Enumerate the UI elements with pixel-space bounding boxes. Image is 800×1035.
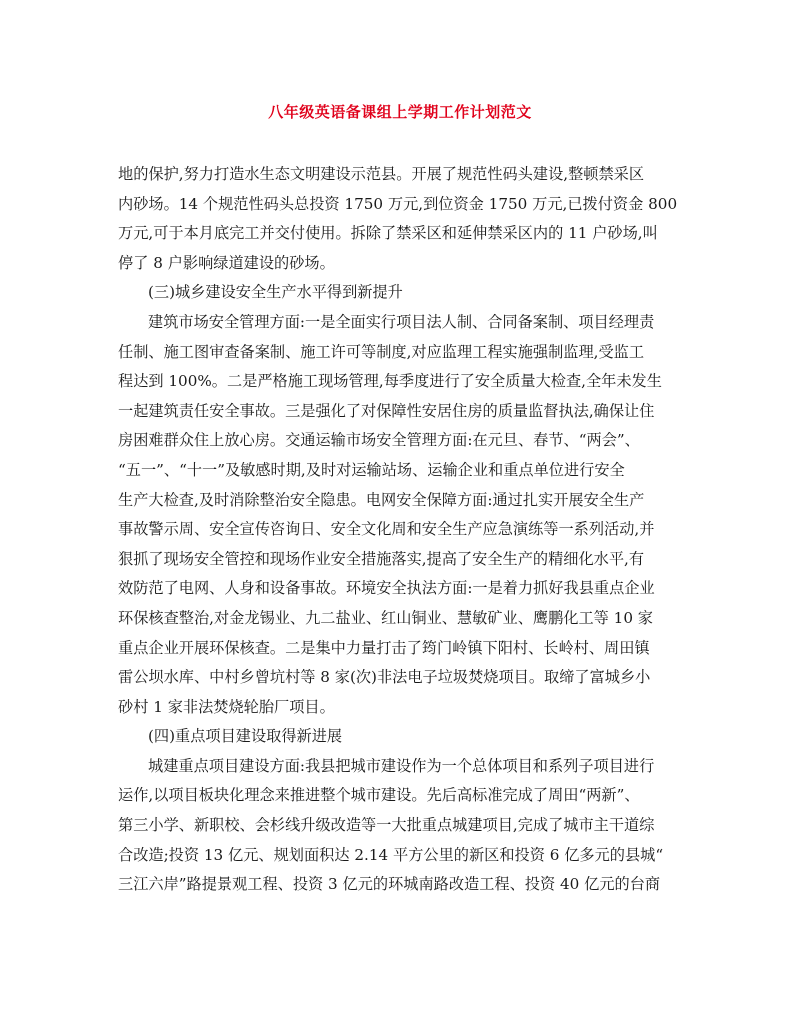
body-line: (四)重点项目建设取得新进展 bbox=[148, 727, 343, 746]
body-line: (三)城乡建设安全生产水平得到新提升 bbox=[148, 283, 403, 302]
body-line: 内砂场。14 个规范性码头总投资 1750 万元,到位资金 1750 万元,已拨付资金 800 bbox=[118, 194, 678, 213]
body-line: 程达到 100%。二是严格施工现场管理,每季度进行了安全质量大检查,全年未发生 bbox=[118, 372, 662, 391]
body-line: 生产大检查,及时消除整治安全隐患。电网安全保障方面:通过扎实开展安全生产 bbox=[118, 490, 645, 509]
body-line: 地的保护,努力打造水生态文明建设示范县。开展了规范性码头建设,整顿禁采区 bbox=[118, 165, 645, 183]
document-body bbox=[118, 160, 684, 900]
body-line: 三江六岸”路提景观工程、投资 3 亿元的环城南路改造工程、投资 40 亿元的台商 bbox=[118, 875, 661, 894]
body-line: 效防范了电网、人身和设备事故。环境安全执法方面:一是着力抓好我县重点企业 bbox=[118, 579, 655, 598]
body-line: 合改造;投资 13 亿元、规划面积达 2.14 平方公里的新区和投资 6 亿多元的县城“ bbox=[118, 845, 664, 864]
body-line: 建筑市场安全管理方面:一是全面实行项目法人制、合同备案制、项目经理责 bbox=[148, 312, 655, 331]
body-line: 砂村 1 家非法焚烧轮胎厂项目。 bbox=[118, 697, 335, 716]
body-line: 重点企业开展环保核查。二是集中力量打击了筠门岭镇下阳村、长岭村、周田镇 bbox=[118, 638, 650, 657]
body-line: 房困难群众住上放心房。交通运输市场安全管理方面:在元旦、春节、“两会”、 bbox=[118, 431, 640, 450]
body-line: 狠抓了现场安全管控和现场作业安全措施落实,提高了安全生产的精细化水平,有 bbox=[118, 549, 645, 568]
body-line: 雷公坝水库、中村乡曾坑村等 8 家(次)非法电子垃圾焚烧项目。取缔了富城乡小 bbox=[118, 668, 651, 687]
body-line: 第三小学、新职校、会杉线升级改造等一大批重点城建项目,完成了城市主干道综 bbox=[118, 816, 655, 835]
body-line: 事故警示周、安全宣传咨询日、安全文化周和安全生产应急演练等一系列活动,并 bbox=[118, 520, 655, 539]
body-line: 任制、施工图审查备案制、施工许可等制度,对应监理工程实施强制监理,受监工 bbox=[118, 342, 645, 361]
body-line: 一起建筑责任安全事故。三是强化了对保障性安居住房的质量监督执法,确保让住 bbox=[118, 401, 655, 420]
body-line: “五一”、“十一”及敏感时期,及时对运输站场、运输企业和重点单位进行安全 bbox=[118, 460, 625, 479]
body-line: 运作,以项目板块化理念来推进整个城市建设。先后高标准完成了周田“两新”、 bbox=[118, 786, 640, 805]
body-line: 城建重点项目建设方面:我县把城市建设作为一个总体项目和系列子项目进行 bbox=[148, 756, 655, 775]
document-title: 八年级英语备课组上学期工作计划范文 bbox=[268, 103, 532, 121]
body-line: 停了 8 户影响绿道建设的砂场。 bbox=[118, 253, 335, 272]
body-line: 万元,可于本月底完工并交付使用。拆除了禁采区和延伸禁采区内的 11 户砂场,叫 bbox=[118, 224, 658, 243]
body-line: 环保核查整治,对金龙锡业、九二盐业、红山铜业、慧敏矿业、鹰鹏化工等 10 家 bbox=[118, 608, 653, 627]
